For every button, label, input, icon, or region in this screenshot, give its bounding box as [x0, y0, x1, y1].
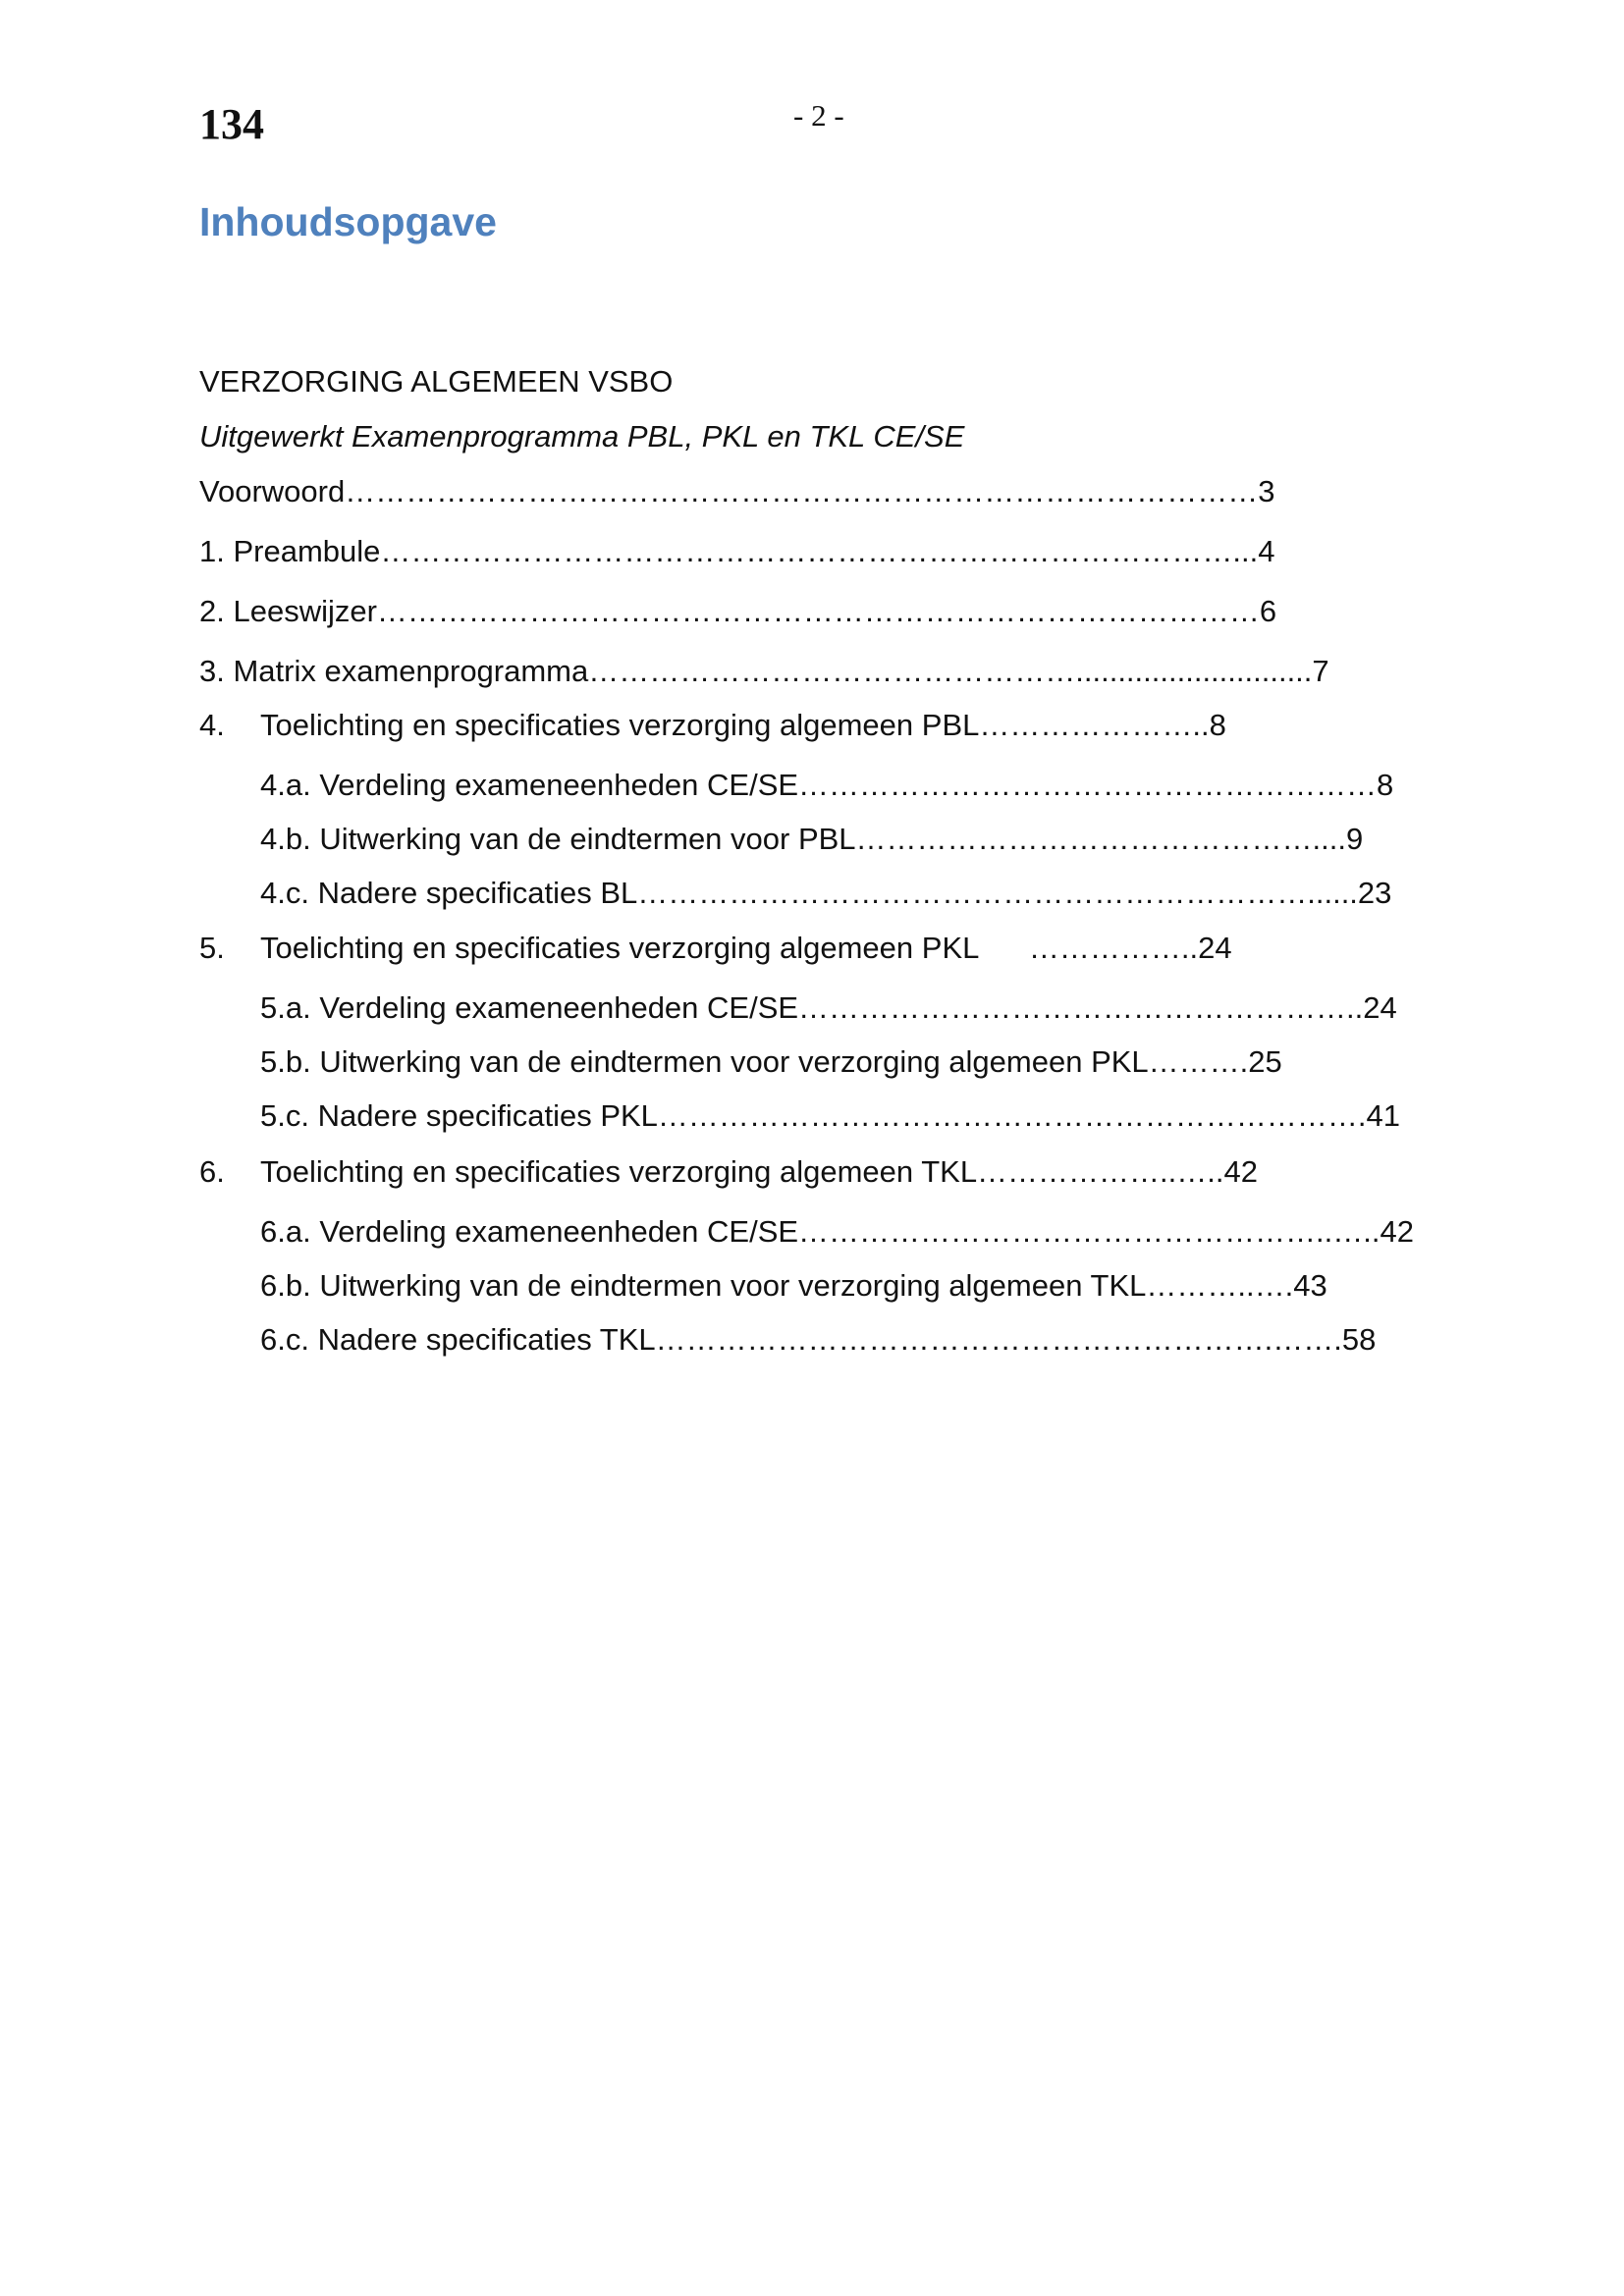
toc-entry-leeswijzer: 2. Leeswijzer……………………………………………………………………………6 [199, 594, 1277, 628]
toc-entry-number: 5. [199, 931, 225, 965]
page-number-left: 134 [199, 100, 264, 148]
toc-entry-6b: 6.b. Uitwerking van de eindtermen voor verzorging algemeen TKL………..….43 [260, 1268, 1327, 1303]
toc-entry-5a: 5.a. Verdeling exameneenheden CE/SE………………………………………………..24 [260, 990, 1397, 1025]
toc-entry-4a: 4.a. Verdeling exameneenheden CE/SE…………………………………………………8 [260, 768, 1394, 802]
toc-entry-label: Toelichting en specificaties verzorging algemeen PKL ……………..24 [260, 931, 1232, 965]
toc-entry-matrix: 3. Matrix examenprogramma…………………………………………............................7 [199, 654, 1329, 688]
toc-entry-preambule: 1. Preambule…………………………………………………………………………...4 [199, 534, 1275, 568]
toc-subject: VERZORGING ALGEMEEN VSBO [199, 364, 674, 399]
toc-entry-label: Toelichting en specificaties verzorging algemeen TKL………………..…..42 [260, 1154, 1258, 1189]
toc-entry-number: 6. [199, 1154, 225, 1189]
toc-entry-voorwoord: Voorwoord………………………………………………………………………………3 [199, 474, 1275, 508]
toc-entry-6c: 6.c. Nadere specificaties TKL…………………………………………………….…….58 [260, 1322, 1377, 1357]
page-number-center: - 2 - [793, 98, 844, 133]
toc-entry-4c: 4.c. Nadere specificaties BL…………………………………………………………......23 [260, 876, 1392, 910]
toc-entry-4b: 4.b. Uitwerking van de eindtermen voor PBL………………………………………....9 [260, 822, 1364, 856]
toc-subtitle: Uitgewerkt Examenprogramma PBL, PKL en TKL CE/SE [199, 419, 965, 454]
toc-entry-5c: 5.c. Nadere specificaties PKL…………………………………………………………….41 [260, 1098, 1401, 1133]
toc-entry-section-4 [199, 707, 1226, 744]
toc-entry-number: 4. [199, 708, 225, 742]
toc-entry-section-6 [199, 1153, 1258, 1191]
toc-entry-section-5 [199, 930, 1232, 967]
toc-entry-label: Toelichting en specificaties verzorging algemeen PBL…………………..8 [260, 708, 1226, 742]
toc-entry-6a: 6.a. Verdeling exameneenheden CE/SE……………………………………………..…..42 [260, 1214, 1414, 1249]
toc-entry-5b: 5.b. Uitwerking van de eindtermen voor verzorging algemeen PKL……….25 [260, 1044, 1282, 1079]
page-title: Inhoudsopgave [199, 199, 497, 244]
